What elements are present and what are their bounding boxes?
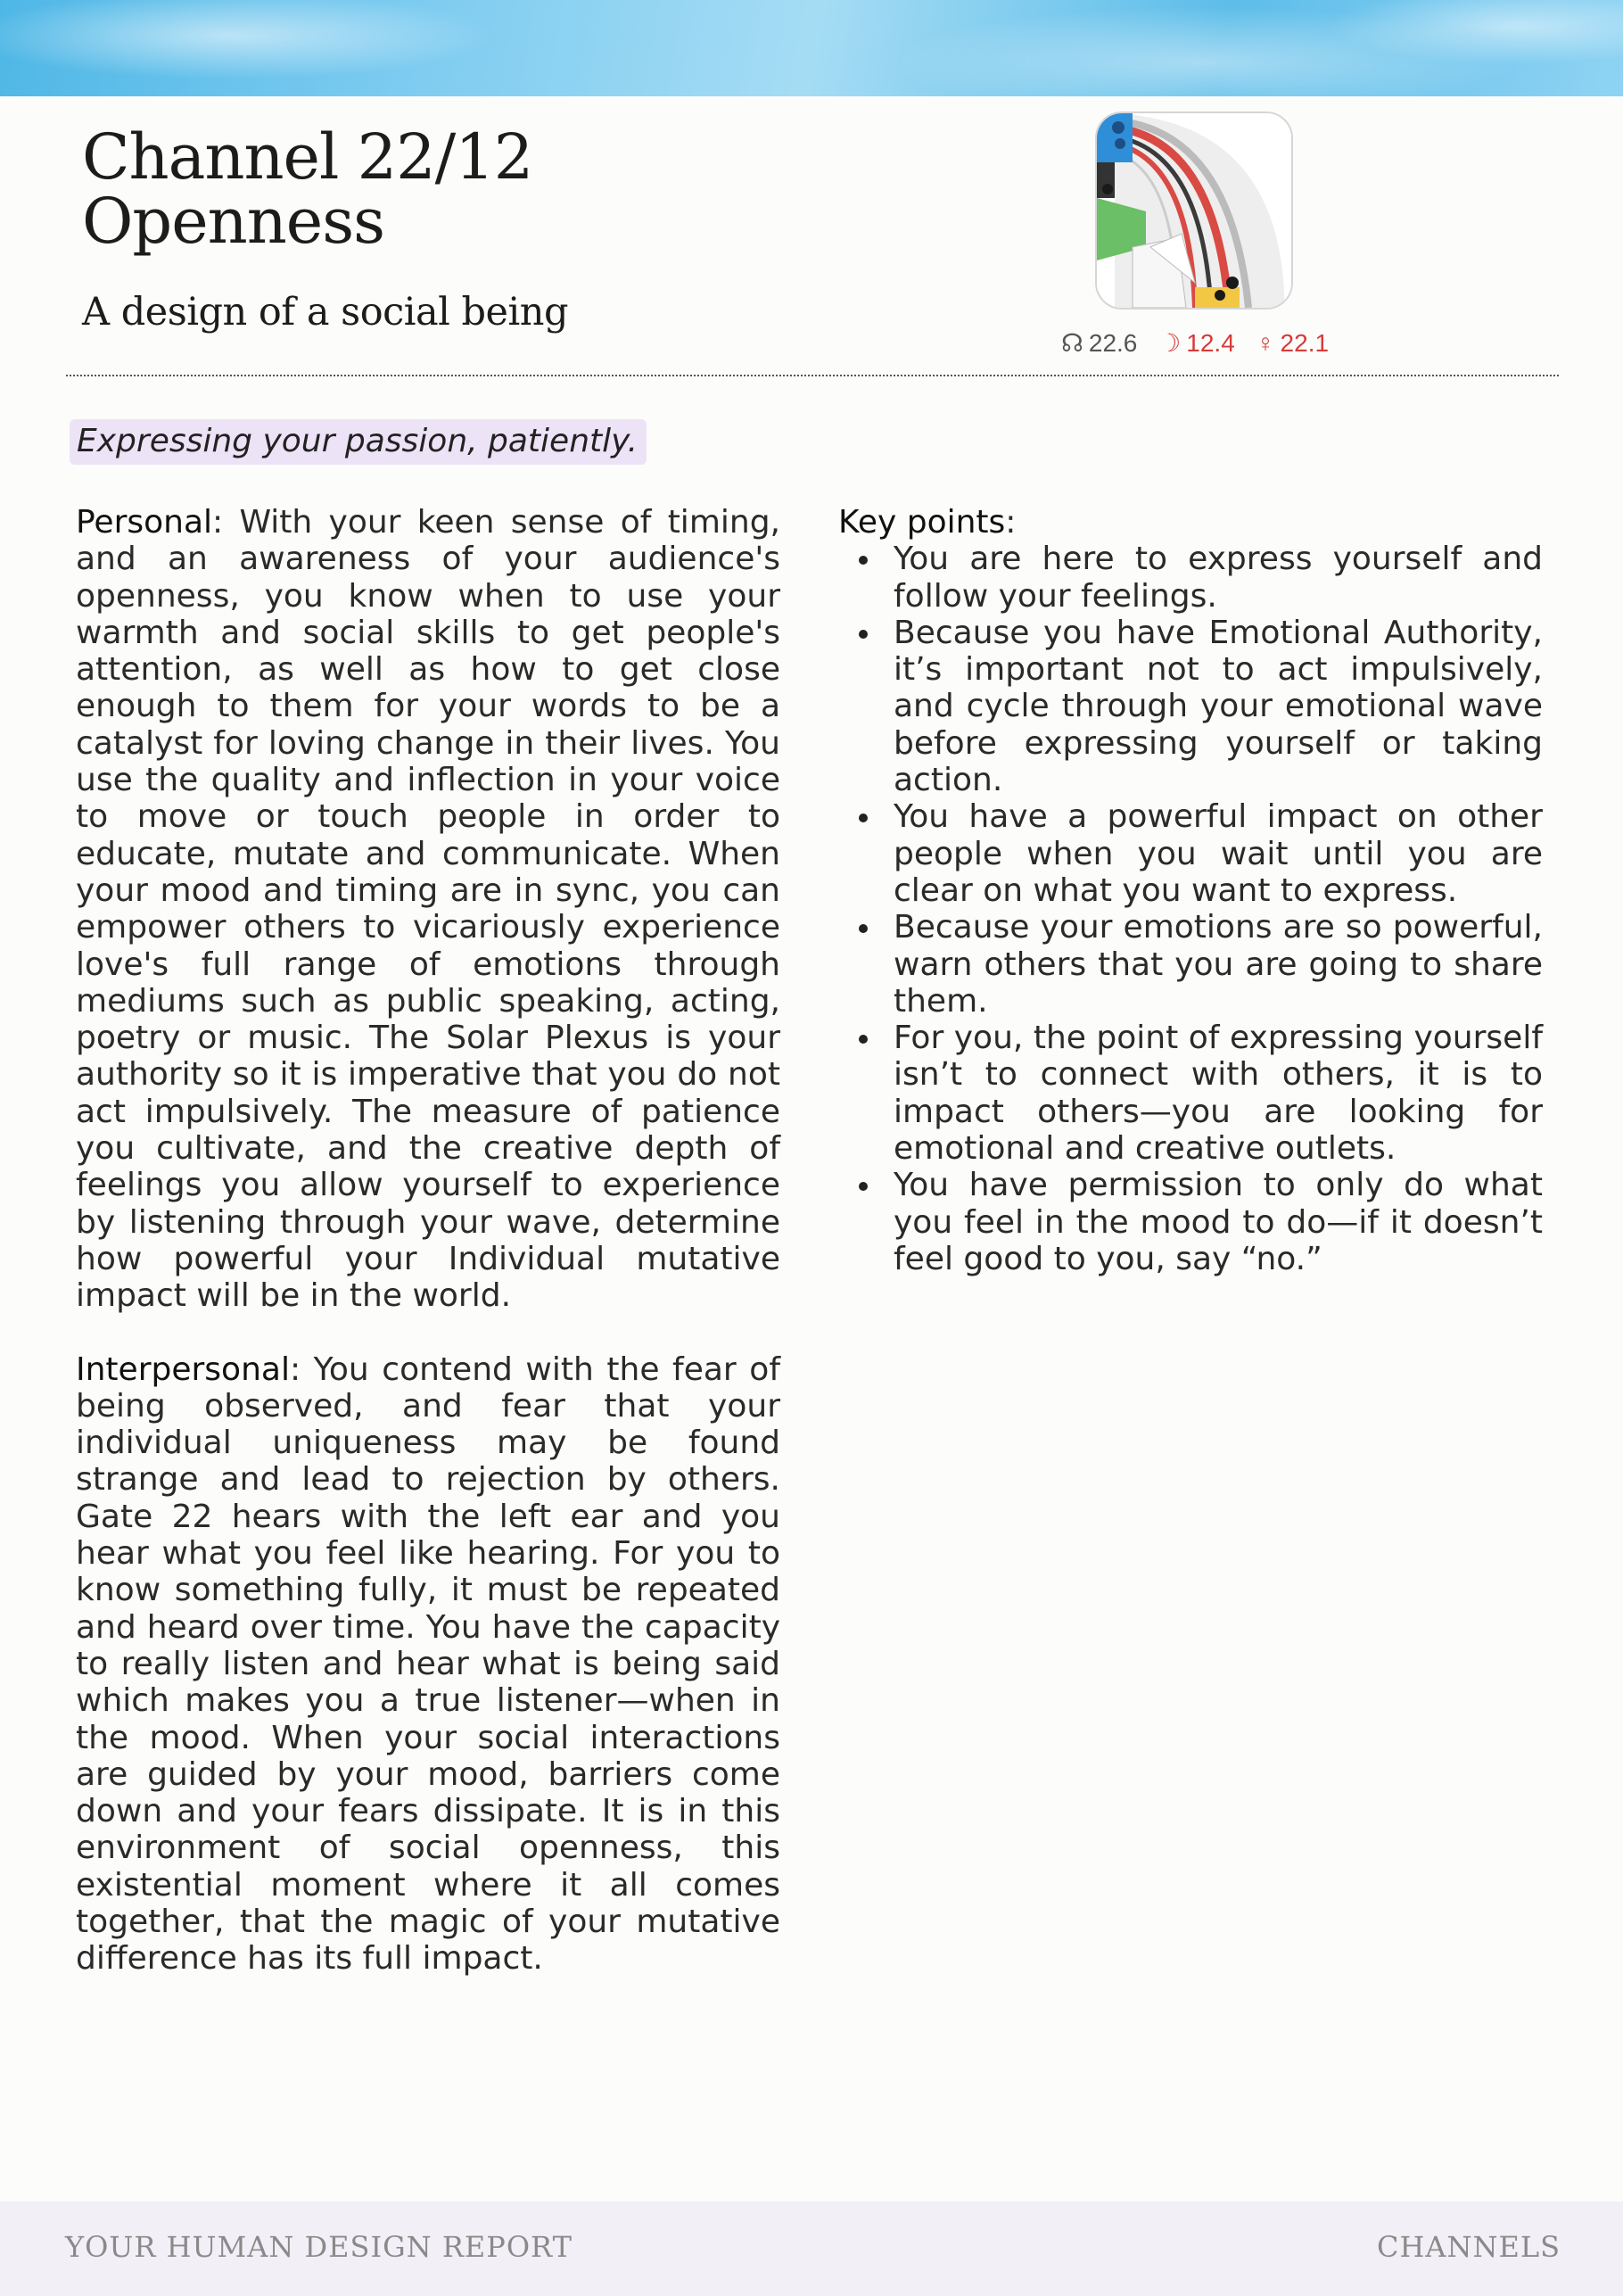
moon-position: ☽ 12.4 bbox=[1158, 329, 1235, 357]
bodygraph-chart-icon bbox=[1095, 111, 1293, 310]
title-line-1: Channel 22/12 bbox=[82, 120, 533, 194]
list-item: Because you have Emotional Authority, it’s important not to act impulsively, and cycle through your emotional wave before expressing yourself or taking action. bbox=[838, 615, 1543, 798]
description-column bbox=[76, 504, 780, 2014]
interpersonal-text: : You contend with the fear of being observed, and fear that your individual uniqueness may be found strange and lead to rejection by others. Gate 22 hears with the left ear and you hear what you feel like hearing. For you to know something fully, it must be repeated and heard over time. You have the capacity to really listen and hear what is being said which makes you a true listener—when in the mood. When your social interactions are guided by your mood, barriers come down and your fears dissipate. It is in this environment of social openness, this existential moment where it all comes together, that the magic of your mutative difference has its full impact. bbox=[76, 1350, 780, 1978]
planet-positions bbox=[1061, 328, 1343, 358]
key-points-list bbox=[838, 541, 1543, 1277]
interpersonal-paragraph bbox=[76, 1351, 780, 1978]
venus-icon: ♀ bbox=[1256, 329, 1275, 357]
personal-text: : With your keen sense of timing, and an awareness of your audience's openness, you know when to use your warmth and social skills to get people's attention, as well as how to get close enough to them for your words to be a catalyst for loving change in their lives. You use the quality and inflection in your voice to move or touch people in order to educate, mutate and communicate. When your mood and timing are in sync, you can empower others to vicariously experience love's full range of emotions through mediums such as public speaking, acting, poetry or music. The Solar Plexus is your authority so it is imperative that you do not act impulsively. The measure of patience you cultivate, and the creative depth of feelings you allow yourself to experience by listening through your wave, determine how powerful your Individual mutative impact will be in the world. bbox=[76, 504, 780, 1315]
north-node-icon: ☊ bbox=[1061, 329, 1083, 357]
list-item: You have a powerful impact on other people when you wait until you are clear on what you want to express. bbox=[838, 798, 1543, 909]
tagline: Expressing your passion, patiently. bbox=[70, 419, 647, 465]
footer-report-title: YOUR HUMAN DESIGN REPORT bbox=[65, 2230, 573, 2264]
footer-section-label: CHANNELS bbox=[1376, 2230, 1561, 2264]
header-divider bbox=[66, 375, 1559, 376]
north-node-position: ☊ 22.6 bbox=[1061, 329, 1138, 357]
title-line-2: Openness bbox=[82, 185, 385, 258]
key-points-column bbox=[838, 504, 1543, 1277]
list-item: Because your emotions are so powerful, warn others that you are going to share them. bbox=[838, 909, 1543, 1020]
list-item: For you, the point of expressing yourself isn’t to connect with others, it is to impact others—you are looking for emotional and creative outlets. bbox=[838, 1020, 1543, 1167]
personal-label: Personal bbox=[76, 504, 213, 541]
page-title bbox=[82, 120, 533, 258]
interpersonal-label: Interpersonal bbox=[76, 1350, 290, 1388]
key-points-heading: Key points: bbox=[838, 504, 1017, 541]
top-banner bbox=[0, 0, 1623, 96]
list-item: You are here to express yourself and follow your feelings. bbox=[838, 541, 1543, 615]
venus-position: ♀ 22.1 bbox=[1256, 329, 1330, 357]
list-item: You have permission to only do what you feel in the mood to do—if it doesn’t feel good to you, say “no.” bbox=[838, 1167, 1543, 1277]
moon-icon: ☽ bbox=[1158, 329, 1182, 357]
personal-paragraph bbox=[76, 504, 780, 1315]
page-subtitle: A design of a social being bbox=[82, 290, 568, 334]
